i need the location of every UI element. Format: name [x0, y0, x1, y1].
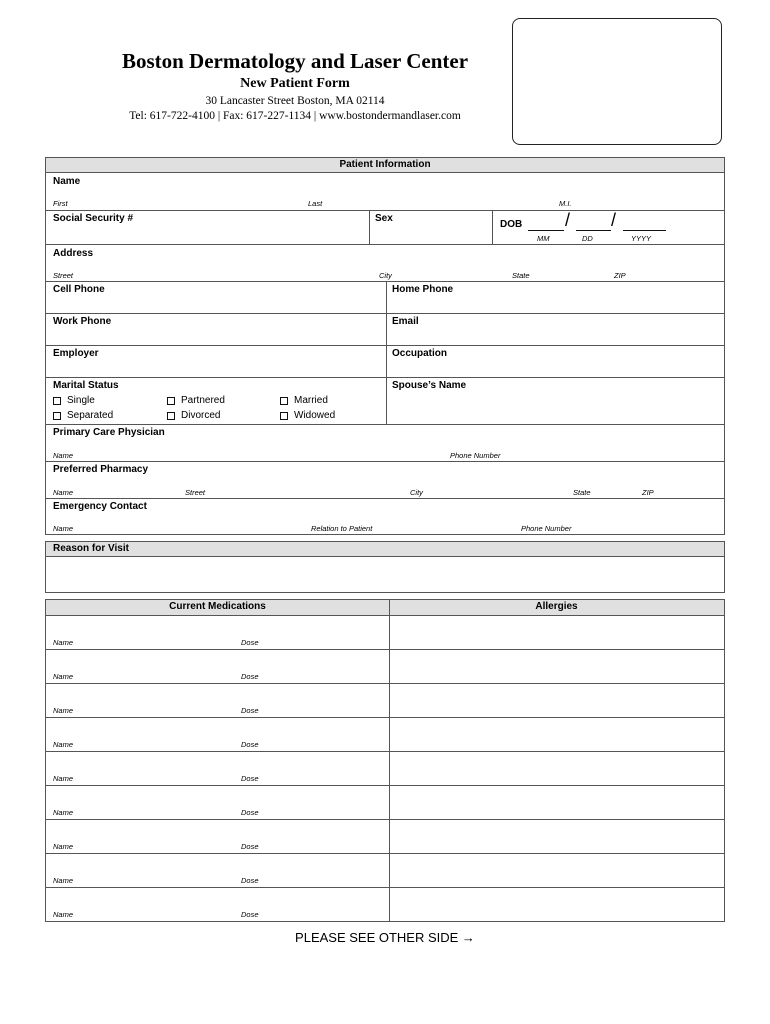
ssn-sex-dob-row [46, 210, 724, 244]
medication-name-caption: Name [53, 774, 74, 783]
address-street-caption: Street [53, 271, 74, 280]
medication-row [46, 683, 724, 717]
medication-entry-field[interactable] [46, 888, 389, 921]
pcp-name-caption: Name [53, 451, 74, 460]
allergy-entry-field[interactable] [390, 752, 724, 785]
see-other-side-note: PLEASE SEE OTHER SIDE → [295, 930, 475, 945]
allergies-header: Allergies [535, 601, 578, 612]
allergy-entry-field[interactable] [390, 854, 724, 887]
medication-entry-field[interactable] [46, 820, 389, 853]
divider [369, 211, 370, 244]
divider [492, 211, 493, 244]
allergy-entry-field[interactable] [390, 820, 724, 853]
pharmacy-name-caption: Name [53, 488, 74, 497]
pharmacy-city-caption: City [410, 488, 423, 497]
patient-information-section [45, 157, 725, 535]
spouse-name-label: Spouse’s Name [392, 380, 467, 391]
medication-name-caption: Name [53, 842, 74, 851]
medication-dose-caption: Dose [241, 808, 259, 817]
medication-entry-field[interactable] [46, 616, 389, 649]
name-first-caption: First [53, 199, 68, 208]
medication-entry-field[interactable] [46, 718, 389, 751]
pcp-phone-caption: Phone Number [450, 451, 501, 460]
dob-yyyy-caption: YYYY [631, 234, 652, 243]
allergy-entry-field[interactable] [390, 684, 724, 717]
marital-single-checkbox[interactable]: Single [53, 395, 95, 406]
marital-status-label: Marital Status [53, 380, 119, 391]
allergy-entry-field[interactable] [390, 888, 724, 921]
medication-row [46, 615, 724, 649]
address-zip-caption: ZIP [614, 271, 626, 280]
medication-dose-caption: Dose [241, 842, 259, 851]
dob-year-field[interactable] [623, 230, 666, 231]
dob-day-field[interactable] [576, 230, 611, 231]
address-row[interactable] [46, 244, 724, 281]
medication-row [46, 887, 724, 921]
dob-label: DOB [500, 219, 523, 230]
employer-row [46, 345, 724, 377]
ssn-label: Social Security # [53, 213, 134, 224]
medication-name-caption: Name [53, 638, 74, 647]
allergy-entry-field[interactable] [390, 650, 724, 683]
marital-married-checkbox[interactable]: Married [280, 395, 328, 406]
medication-row [46, 785, 724, 819]
pharmacy-zip-caption: ZIP [642, 488, 654, 497]
emergency-contact-label: Emergency Contact [53, 501, 147, 512]
reason-for-visit-section [45, 541, 725, 593]
reason-for-visit-field[interactable] [46, 557, 724, 592]
current-medications-header: Current Medications [169, 601, 266, 612]
marital-row [46, 377, 724, 424]
emergency-relation-caption: Relation to Patient [311, 524, 373, 533]
name-row[interactable] [46, 173, 724, 210]
medication-entry-field[interactable] [46, 684, 389, 717]
medication-dose-caption: Dose [241, 774, 259, 783]
pharmacy-state-caption: State [573, 488, 591, 497]
name-mi-caption: M.I. [559, 199, 572, 208]
divider [386, 282, 387, 313]
pharmacy-street-caption: Street [185, 488, 206, 497]
medication-row [46, 853, 724, 887]
allergy-entry-field[interactable] [390, 718, 724, 751]
medication-entry-field[interactable] [46, 752, 389, 785]
emergency-row[interactable] [46, 498, 724, 534]
name-label: Name [53, 176, 81, 187]
medication-dose-caption: Dose [241, 910, 259, 919]
occupation-label: Occupation [392, 348, 448, 359]
medication-row [46, 751, 724, 785]
dob-month-field[interactable] [528, 230, 564, 231]
dob-slash: / [565, 210, 571, 230]
cell-phone-label: Cell Phone [53, 284, 105, 295]
pcp-row[interactable] [46, 424, 724, 461]
work-phone-label: Work Phone [53, 316, 112, 327]
marital-widowed-checkbox[interactable]: Widowed [280, 410, 335, 421]
name-last-caption: Last [308, 199, 323, 208]
medication-name-caption: Name [53, 808, 74, 817]
dob-dd-caption: DD [582, 234, 593, 243]
medication-dose-caption: Dose [241, 876, 259, 885]
employer-label: Employer [53, 348, 99, 359]
divider [386, 378, 387, 424]
medication-name-caption: Name [53, 672, 74, 681]
photo-id-box[interactable] [512, 18, 722, 145]
form-header [60, 48, 530, 123]
medications-allergies-section [45, 599, 725, 922]
allergy-entry-field[interactable] [390, 786, 724, 819]
phone-row [46, 281, 724, 313]
home-phone-label: Home Phone [392, 284, 454, 295]
dob-slash: / [611, 210, 617, 230]
divider [386, 314, 387, 345]
medication-name-caption: Name [53, 706, 74, 715]
medication-name-caption: Name [53, 740, 74, 749]
medication-entry-field[interactable] [46, 786, 389, 819]
medication-row [46, 649, 724, 683]
medication-row [46, 717, 724, 751]
medication-entry-field[interactable] [46, 854, 389, 887]
email-label: Email [392, 316, 419, 327]
medication-dose-caption: Dose [241, 672, 259, 681]
emergency-phone-caption: Phone Number [521, 524, 572, 533]
address-city-caption: City [379, 271, 392, 280]
medication-row [46, 819, 724, 853]
pcp-label: Primary Care Physician [53, 427, 165, 438]
medication-dose-caption: Dose [241, 706, 259, 715]
emergency-name-caption: Name [53, 524, 74, 533]
patient-information-header: Patient Information [46, 158, 724, 173]
divider [386, 346, 387, 377]
clinic-title: Boston Dermatology and Laser Center [121, 49, 469, 73]
medication-dose-caption: Dose [241, 740, 259, 749]
marital-separated-checkbox[interactable]: Separated [53, 410, 113, 421]
clinic-contact: Tel: 617-722-4100 | Fax: 617-227-1134 | www.bostondermandlaser.com [129, 110, 461, 122]
sex-label: Sex [375, 213, 393, 224]
pharmacy-label: Preferred Pharmacy [53, 464, 149, 475]
marital-divorced-checkbox[interactable]: Divorced [167, 410, 220, 421]
marital-partnered-checkbox[interactable]: Partnered [167, 395, 225, 406]
dob-mm-caption: MM [537, 234, 550, 243]
medications-allergies-header [46, 600, 724, 615]
clinic-address: 30 Lancaster Street Boston, MA 02114 [205, 95, 385, 107]
medications-rows [46, 615, 724, 921]
medication-dose-caption: Dose [241, 638, 259, 647]
reason-for-visit-header: Reason for Visit [46, 542, 724, 557]
work-email-row [46, 313, 724, 345]
medication-name-caption: Name [53, 910, 74, 919]
allergy-entry-field[interactable] [390, 616, 724, 649]
address-label: Address [53, 248, 94, 259]
pharmacy-row[interactable] [46, 461, 724, 498]
address-state-caption: State [512, 271, 530, 280]
medication-entry-field[interactable] [46, 650, 389, 683]
form-subtitle: New Patient Form [240, 76, 350, 91]
medication-name-caption: Name [53, 876, 74, 885]
